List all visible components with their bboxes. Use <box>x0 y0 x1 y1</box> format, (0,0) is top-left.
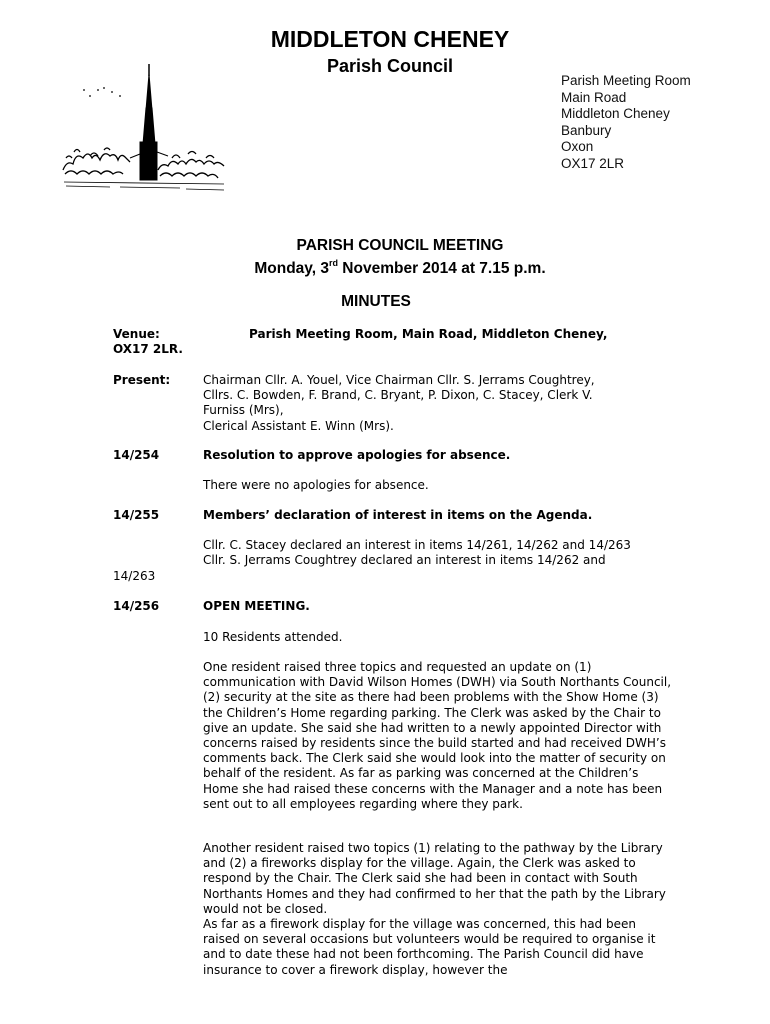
organisation-title: MIDDLETON CHENEY <box>270 26 510 52</box>
meeting-title: PARISH COUNCIL MEETING <box>296 237 504 254</box>
address-block <box>561 73 691 173</box>
open-meeting-paragraph: As far as a firework display for the village was concerned, this had been raised on several occasions but volunteers would be required to organise it and to date these had not been forthcoming. The Parish Council did have insurance to cover a firework display, however the <box>203 917 656 977</box>
attendance-note: 10 Residents attended. <box>203 630 343 644</box>
meeting-date-suffix: November 2014 at 7.15 p.m. <box>338 260 546 277</box>
address-line: Middleton Cheney <box>561 106 670 122</box>
attendee-list <box>203 373 595 434</box>
item-heading: Resolution to approve apologies for absence. <box>203 448 511 462</box>
attendee-line: Furniss (Mrs), <box>203 403 284 418</box>
item-number: 14/256 <box>113 599 160 613</box>
meeting-date-prefix: Monday, 3 <box>254 260 329 277</box>
present-label: Present: <box>113 373 171 387</box>
open-meeting-paragraph: One resident raised three topics and requested an update on (1) communication with David Wilson Homes (DWH) via South Northants Council, (2) security at the site as there had been problems with the Show Home (3) the Children’s Home regarding parking. The Clerk was asked by the Chair to give an update. She said she had written to a newly appointed Director with concerns raised by residents since the build started and had received DWH’s comments back. The Clerk said she would look into the matter of security on behalf of the resident. As far as parking was concerned at the Children’s Home she had raised these concerns with the Manager and a note has been sent out to all employees regarding where they park. <box>203 660 672 811</box>
address-line: Parish Meeting Room <box>561 73 691 88</box>
venue-text: Parish Meeting Room, Main Road, Middleton Cheney, <box>249 327 608 341</box>
declaration-line: Cllr. S. Jerrams Coughtrey declared an interest in items 14/262 and <box>203 553 606 568</box>
declaration-list <box>203 538 631 568</box>
meeting-date-ordinal: rd <box>329 258 338 268</box>
item-number: 14/254 <box>113 448 160 462</box>
attendee-line: Cllrs. C. Bowden, F. Brand, C. Bryant, P. Dixon, C. Stacey, Clerk V. <box>203 388 593 403</box>
declaration-continued: 14/263 <box>113 569 156 583</box>
address-line: OX17 2LR <box>561 155 625 171</box>
item-heading: Members’ declaration of interest in items on the Agenda. <box>203 508 593 522</box>
item-body: There were no apologies for absence. <box>203 478 429 492</box>
address-line: Banbury <box>561 122 612 138</box>
item-number: 14/255 <box>113 508 160 522</box>
attendee-line: Chairman Cllr. A. Youel, Vice Chairman Cllr. S. Jerrams Coughtrey, <box>203 373 595 387</box>
organisation-subtitle: Parish Council <box>326 56 454 76</box>
address-line: Main Road <box>561 89 627 105</box>
open-meeting-paragraph: Another resident raised two topics (1) relating to the pathway by the Library and (2) a fireworks display for the village. Again, the Clerk was asked to respond by the Chair. The Clerk said she had been in contact with South Northants Homes and they had confirmed to her that the path by the Library would not be closed. <box>203 841 666 916</box>
attendee-line: Clerical Assistant E. Winn (Mrs). <box>203 418 394 433</box>
item-heading: OPEN MEETING. <box>203 599 310 613</box>
church-spire-logo <box>60 62 228 198</box>
address-line: Oxon <box>561 139 594 155</box>
venue-text-continued: OX17 2LR. <box>113 342 183 356</box>
minutes-heading: MINUTES <box>341 293 411 310</box>
venue-label: Venue: <box>113 327 160 341</box>
meeting-date <box>0 258 770 278</box>
declaration-line: Cllr. C. Stacey declared an interest in items 14/261, 14/262 and 14/263 <box>203 538 631 552</box>
